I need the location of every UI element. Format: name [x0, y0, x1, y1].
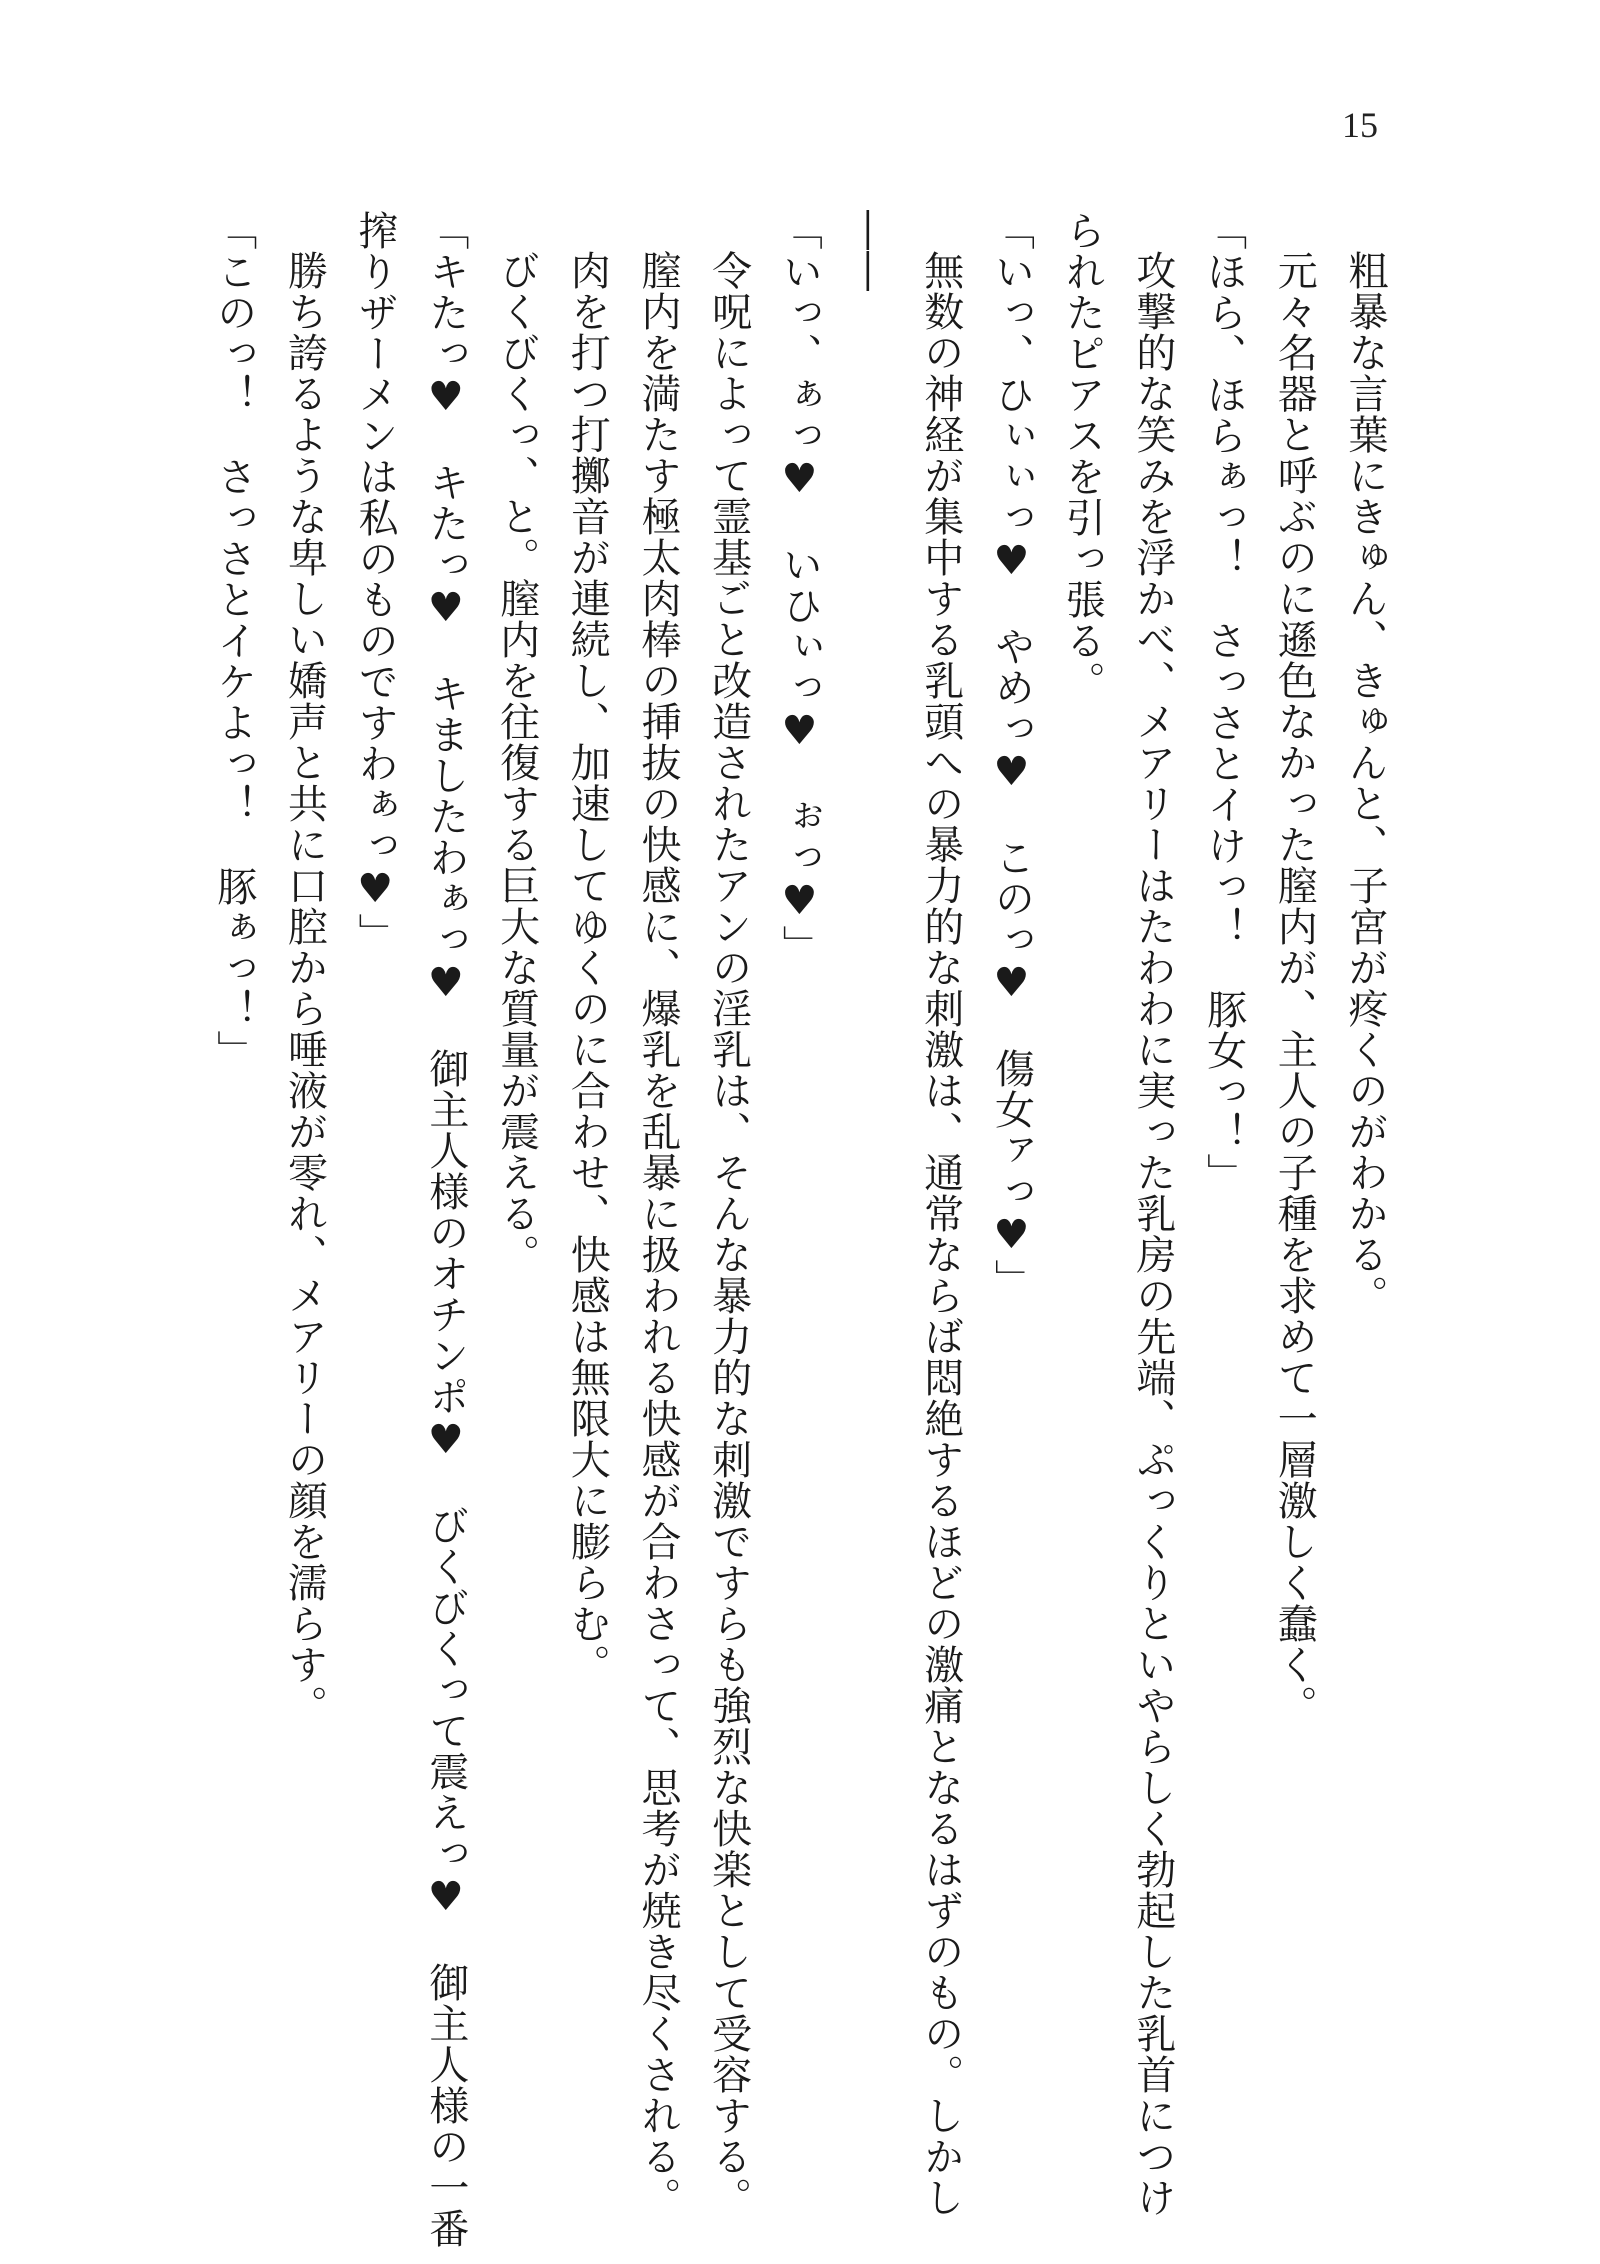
text-line: 無数の神経が集中する乳頭への暴力的な刺激は、通常ならば悶絶するほどの激痛となるはずのもの。しかし: [917, 250, 964, 2218]
text-line: 「キたっ♥ キたっ♥ キましたわぁっ♥ 御主人様のオチンポ♥ びくびくって震えっ♥ 御主人様の一番: [422, 210, 469, 2249]
text-line: ――: [847, 210, 894, 292]
body-text: [198, 210, 1400, 2249]
text-line: 「ほら、ほらぁっ！ さっさとイけっ！ 豚女っ！」: [1200, 210, 1247, 1194]
text-line: 令呪によって霊基ごと改造されたアンの淫乳は、そんな暴力的な刺激ですらも強烈な快楽として受容する。: [705, 250, 752, 2218]
text-line: 「いっ、ぁっ♥ いひぃっ♥ ぉっ♥」: [776, 210, 823, 966]
text-line: 攻撃的な笑みを浮かべ、メアリーはたわわに実った乳房の先端、ぷっくりといやらしく勃起した乳首につけ: [1129, 250, 1176, 2218]
text-line: 粗暴な言葉にきゅん、きゅんと、子宮が疼くのがわかる。: [1342, 250, 1388, 1316]
text-line: 「いっ、ひぃぃっ♥ やめっ♥ このっ♥ 傷女ァっ♥」: [988, 210, 1035, 1300]
page-number: 15: [1342, 105, 1378, 145]
text-line: 膣内を満たす極太肉棒の挿抜の快感に、爆乳を乱暴に扱われる快感が合わさって、思考が焼き尽くされる。: [634, 250, 681, 2218]
text-line: びくびくっ、と。膣内を往復する巨大な質量が震える。: [493, 250, 540, 1275]
text-line: 肉を打つ打擲音が連続し、加速してゆくのに合わせ、快感は無限大に膨らむ。: [564, 250, 611, 1685]
text-line: 元々名器と呼ぶのに遜色なかった膣内が、主人の子種を求めて一層激しく蠢く。: [1271, 250, 1318, 1726]
text-line: 搾りザーメンは私のものですわぁっ♥」: [352, 210, 399, 954]
text-line: 「このっ！ さっさとイケよっ！ 豚ぁっ！」: [210, 210, 257, 1071]
text-line: られたピアスを引っ張る。: [1059, 210, 1106, 702]
text-line: 勝ち誇るような卑しい嬌声と共に口腔から唾液が零れ、メアリーの顔を濡らす。: [281, 250, 328, 1726]
